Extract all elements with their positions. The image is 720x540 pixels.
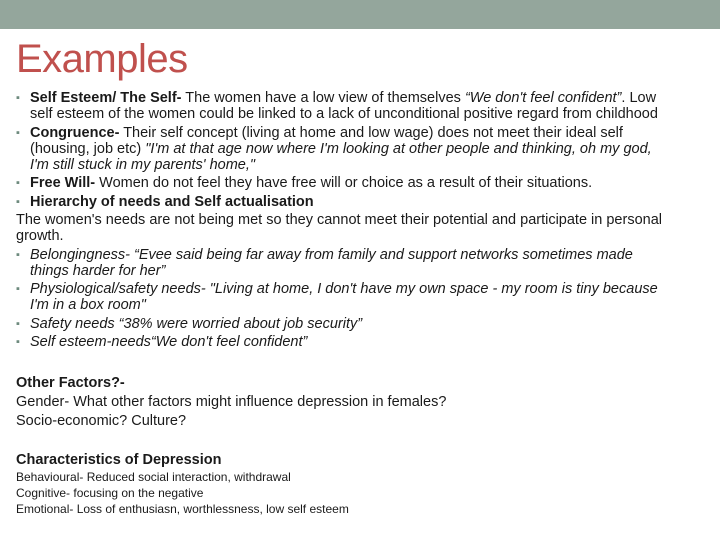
bullet-label: Congruence- bbox=[30, 124, 120, 141]
bullet-belongingness: ▪ Belongingness- “Evee said being far away from family and support networks sometimes made bbox=[16, 246, 633, 263]
bullet-free-will: ▪ Free Will- Women do not feel they have free will or choice as a result of their situations. bbox=[16, 175, 593, 191]
main-content bbox=[16, 90, 720, 350]
needs-paragraph: The women's needs are not being met so they cannot meet their potential and participate in personal bbox=[16, 212, 662, 228]
bullet-label: Free Will- bbox=[30, 175, 96, 191]
bullet-continuation: (housing, job etc) "I'm at that age now where I'm looking at other people and thinking, oh my god, bbox=[30, 140, 652, 157]
bullet-continuation: I'm still stuck in my parents' home," bbox=[30, 156, 256, 173]
slide-title: Examples bbox=[16, 37, 188, 81]
bullet-continuation: I'm in a box room" bbox=[30, 297, 146, 313]
characteristics-section bbox=[16, 451, 349, 517]
bullet-dot: ▪ bbox=[16, 126, 20, 139]
other-factors-line: Gender- What other factors might influence depression in females? bbox=[16, 394, 447, 410]
other-factors-heading: Other Factors?- bbox=[16, 375, 125, 391]
characteristics-heading: Characteristics of Depression bbox=[16, 452, 222, 468]
bullet-dot: ▪ bbox=[16, 177, 20, 189]
other-factors-line: Socio-economic? Culture? bbox=[16, 413, 187, 429]
characteristics-line: Emotional- Loss of enthusiasn, worthlessness, low self esteem bbox=[16, 502, 349, 516]
bullet-self-esteem: ▪ Self Esteem/ The Self- The women have a low view of themselves “We don't feel confident”. Low bbox=[16, 90, 657, 106]
bullet-congruence: ▪ Congruence- Their self concept (living at home and low wage) does not meet their ideal self bbox=[16, 124, 623, 141]
needs-paragraph: growth. bbox=[16, 228, 64, 244]
bullet-dot: ▪ bbox=[16, 283, 20, 295]
bullet-dot: ▪ bbox=[16, 92, 20, 104]
top-accent-bar bbox=[0, 0, 720, 29]
bullet-safety-needs: ▪ Safety needs “38% were worried about job security” bbox=[16, 315, 363, 332]
bullet-dot: ▪ bbox=[16, 336, 20, 348]
bullet-dot: ▪ bbox=[16, 317, 20, 330]
bullet-continuation: self esteem of the women could be linked to a lack of unconditional positive regard from childhood bbox=[30, 106, 658, 122]
bullet-dot: ▪ bbox=[16, 195, 20, 208]
characteristics-line: Behavioural- Reduced social interaction, withdrawal bbox=[16, 470, 291, 484]
bullet-label: Hierarchy of needs and Self actualisation bbox=[30, 193, 314, 210]
bullet-hierarchy bbox=[16, 194, 720, 210]
bullet-continuation: things harder for her” bbox=[30, 262, 166, 279]
bullet-label: Self Esteem/ The Self- bbox=[30, 90, 182, 106]
characteristics-line: Cognitive- focusing on the negative bbox=[16, 486, 204, 500]
bullet-self-esteem-needs: ▪ Self esteem-needs“We don't feel confident” bbox=[16, 334, 308, 350]
bullet-dot: ▪ bbox=[16, 248, 20, 261]
other-factors-section bbox=[16, 374, 446, 431]
bullet-physiological: ▪ Physiological/safety needs- "Living at home, I don't have my own space - my room is tiny because bbox=[16, 281, 658, 297]
